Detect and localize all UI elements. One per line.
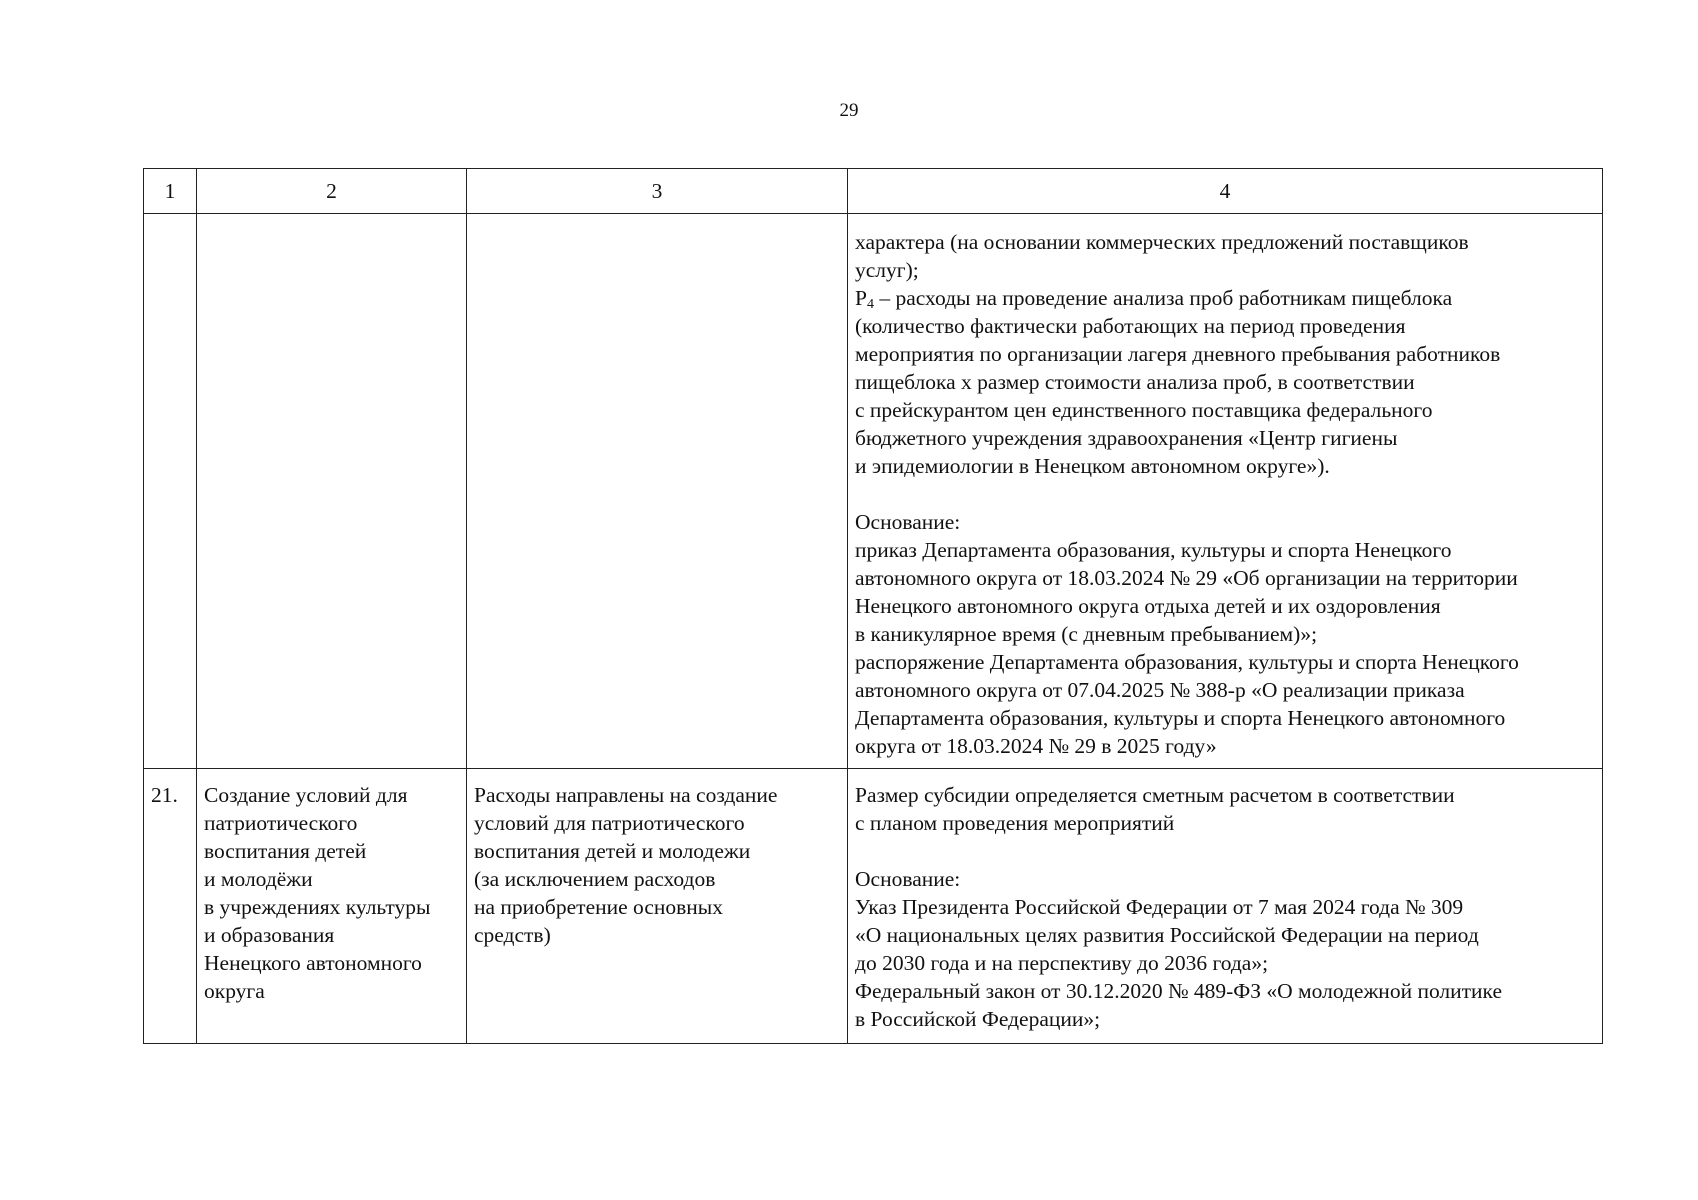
page-number: 29 [839,100,859,121]
text-line: в учреждениях культуры [204,895,431,919]
text-line: патриотического [204,811,358,835]
table-header-row [144,169,1603,214]
header-col-1: 1 [144,169,197,214]
text-line: в каникулярное время (с дневным пребыванием)»; [855,622,1318,646]
text-line: пищеблока х размер стоимости анализа проб, в соответствии [855,370,1415,394]
text-line: воспитания детей [204,839,367,863]
cell-col-1 [144,214,197,769]
text-line: Ненецкого автономного округа отдыха детей и их оздоровления [855,594,1441,618]
header-col-2: 2 [197,169,467,214]
row-number: 21. [144,769,197,1044]
text-line: бюджетного учреждения здравоохранения «Центр гигиены [855,426,1398,450]
text-line: и эпидемиологии в Ненецком автономном округе»). [855,454,1330,478]
measure-name-cell [197,769,467,1044]
table-row-21 [144,769,1603,1044]
text-line: (количество фактически работающих на период проведения [855,314,1406,338]
text-line: услуг); [855,258,919,282]
text-line: в Российской Федерации»; [855,1007,1101,1031]
document-table [143,168,1603,1044]
text-line: и молодёжи [204,867,313,891]
expense-description-cell [467,769,848,1044]
text-line: распоряжение Департамента образования, культуры и спорта Ненецкого [855,650,1519,674]
text-line: воспитания детей и молодежи [474,839,751,863]
p4-subscript: 4 [866,297,874,312]
text-line: (за исключением расходов [474,867,716,891]
basis-label: Основание: [855,510,961,534]
p4-definition-line [855,284,1595,312]
text-line: автономного округа от 07.04.2025 № 388-р «О реализации приказа [855,678,1465,702]
text-line: «О национальных целях развития Российской Федерации на период [855,923,1479,947]
cell-col-3 [467,214,848,769]
text-line: Размер субсидии определяется сметным расчетом в соответствии [855,783,1455,807]
table-row-continuation [144,214,1603,769]
header-col-3: 3 [467,169,848,214]
text-line: Ненецкого автономного [204,951,422,975]
text-line: округа от 18.03.2024 № 29 в 2025 году» [855,734,1217,758]
text-line: с прейскурантом цен единственного поставщика федерального [855,398,1433,422]
basis-label: Основание: [855,867,961,891]
text-line: автономного округа от 18.03.2024 № 29 «Об организации на территории [855,566,1518,590]
text-line: характера (на основании коммерческих предложений поставщиков [855,230,1469,254]
header-col-4: 4 [848,169,1603,214]
cell-col-2 [197,214,467,769]
text-line: Федеральный закон от 30.12.2020 № 489-ФЗ «О молодежной политике [855,979,1503,1003]
text-line: на приобретение основных [474,895,723,919]
blank-line [855,837,1595,865]
p4-symbol: Р [855,286,867,310]
text-line: Департамента образования, культуры и спорта Ненецкого автономного [855,706,1506,730]
text-line: Создание условий для [204,783,408,807]
p4-text: – расходы на проведение анализа проб работникам пищеблока [873,286,1453,310]
text-line: приказ Департамента образования, культуры и спорта Ненецкого [855,538,1452,562]
text-line: Указ Президента Российской Федерации от 7 мая 2024 года № 309 [855,895,1464,919]
text-line: Расходы направлены на создание [474,783,778,807]
text-line: округа [204,979,265,1003]
text-line: средств) [474,923,551,947]
text-line: условий для патриотического [474,811,745,835]
text-line: до 2030 года и на перспективу до 2036 года»; [855,951,1269,975]
calculation-basis-cell [848,769,1603,1044]
text-line: и образования [204,923,335,947]
blank-line [855,480,1595,508]
text-line: с планом проведения мероприятий [855,811,1175,835]
text-line: мероприятия по организации лагеря дневного пребывания работников [855,342,1501,366]
cell-col-4 [848,214,1603,769]
